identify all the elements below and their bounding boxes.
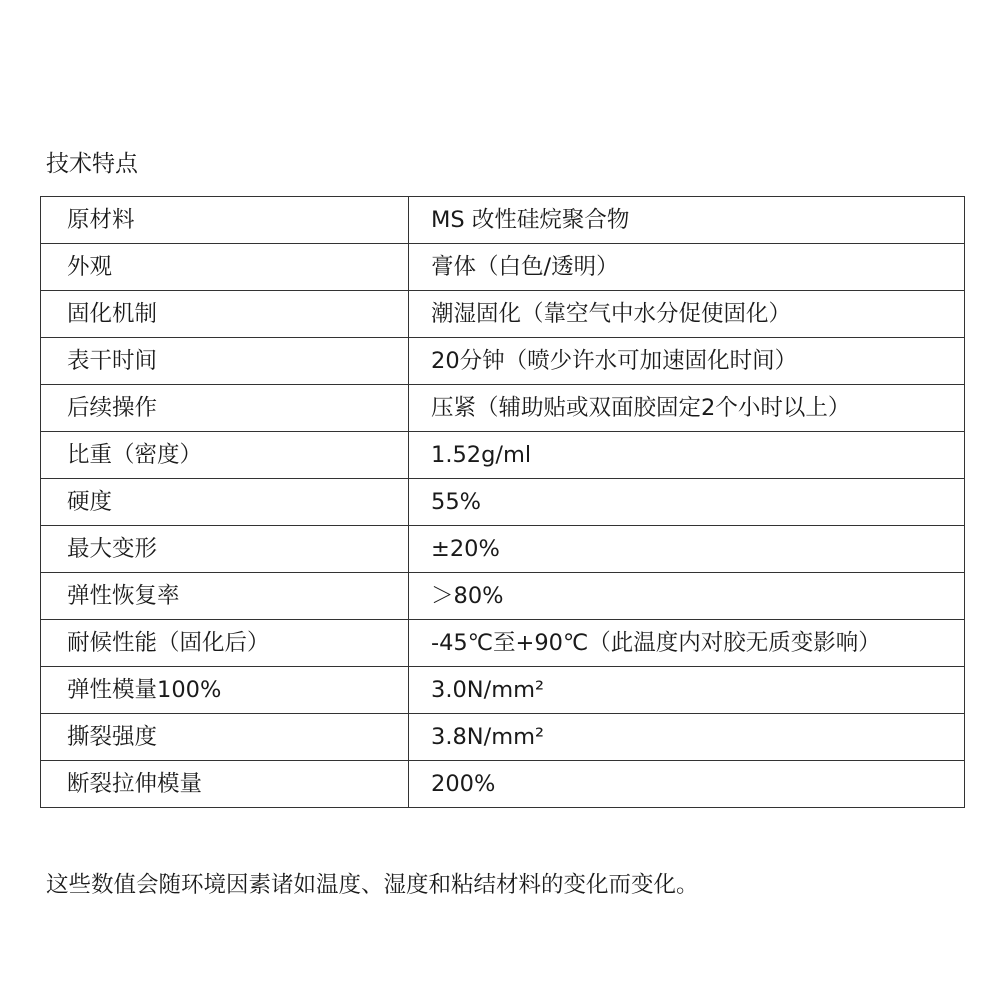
row-value: 20分钟（喷少许水可加速固化时间） — [409, 338, 965, 385]
row-label: 硬度 — [41, 479, 409, 526]
spec-table — [40, 196, 965, 808]
row-value: -45℃至+90℃（此温度内对胶无质变影响） — [409, 620, 965, 667]
row-label: 比重（密度） — [41, 432, 409, 479]
table-row — [41, 667, 965, 714]
table-row — [41, 761, 965, 808]
row-value: ±20% — [409, 526, 965, 573]
table-row — [41, 479, 965, 526]
table-row — [41, 714, 965, 761]
table-row — [41, 197, 965, 244]
row-label: 固化机制 — [41, 291, 409, 338]
table-row — [41, 526, 965, 573]
table-row — [41, 620, 965, 667]
row-value: MS 改性硅烷聚合物 — [409, 197, 965, 244]
row-label: 撕裂强度 — [41, 714, 409, 761]
row-value: 3.0N/mm² — [409, 667, 965, 714]
row-value: 55% — [409, 479, 965, 526]
row-value: 200% — [409, 761, 965, 808]
row-value: 3.8N/mm² — [409, 714, 965, 761]
row-value: 1.52g/ml — [409, 432, 965, 479]
footnote: 这些数值会随环境因素诸如温度、湿度和粘结材料的变化而变化。 — [46, 872, 699, 898]
row-value: 膏体（白色/透明） — [409, 244, 965, 291]
row-value: 潮湿固化（靠空气中水分促使固化） — [409, 291, 965, 338]
table-row — [41, 573, 965, 620]
table-row — [41, 244, 965, 291]
row-label: 弹性模量100% — [41, 667, 409, 714]
table-row — [41, 385, 965, 432]
row-label: 耐候性能（固化后） — [41, 620, 409, 667]
table-row — [41, 338, 965, 385]
row-label: 原材料 — [41, 197, 409, 244]
row-value: 压紧（辅助贴或双面胶固定2个小时以上） — [409, 385, 965, 432]
table-row — [41, 432, 965, 479]
row-value: ＞80% — [409, 573, 965, 620]
row-label: 表干时间 — [41, 338, 409, 385]
table-row — [41, 291, 965, 338]
row-label: 最大变形 — [41, 526, 409, 573]
row-label: 断裂拉伸模量 — [41, 761, 409, 808]
row-label: 弹性恢复率 — [41, 573, 409, 620]
row-label: 外观 — [41, 244, 409, 291]
row-label: 后续操作 — [41, 385, 409, 432]
section-title: 技术特点 — [46, 151, 138, 177]
